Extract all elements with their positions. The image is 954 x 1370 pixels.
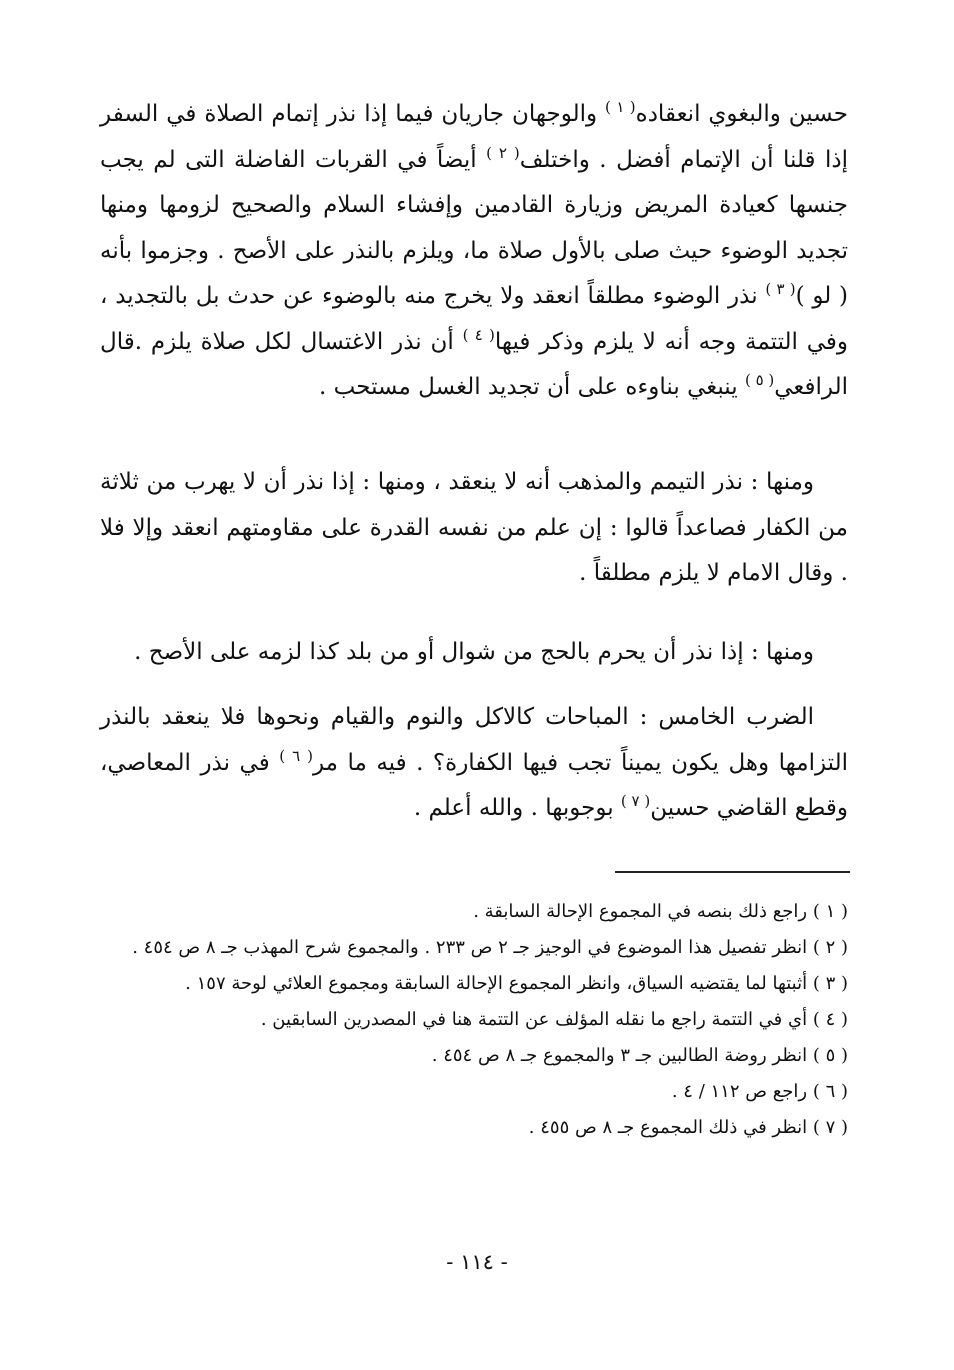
text-run: والوجهان جاريان فيما إذا نذر إتمام الصلاة في السفر إذا قلنا أن الإتمام أفضل . واختلف <box>100 101 848 173</box>
footnote-1: ( ١ ) راجع ذلك بنصه في المجموع الإحالة السابقة . <box>473 901 848 922</box>
text-run: ينبغي بناوءه على أن تجديد الغسل مستحب . <box>319 374 745 400</box>
paragraph-4 <box>100 695 848 832</box>
footnote-divider <box>615 871 850 873</box>
footnote-ref-7[interactable]: ( ٧ ) <box>620 792 651 810</box>
text-run: حسين والبغوي انعقاده <box>635 101 848 127</box>
footnote-ref-2[interactable]: ( ٢ ) <box>486 143 520 162</box>
text-run: الضرب الخامس : المباحات كالاكل والنوم والقيام ونحوها فلا ينعقد بالنذر التزامها وهل يكون يميناً تجب فيها الكفارة؟ . فيه ما مر <box>100 704 848 776</box>
footnote-7: ( ٧ ) انظر في ذلك المجموع جـ ٨ ص ٤٥٥ . <box>528 1117 848 1138</box>
footnote-5: ( ٥ ) انظر روضة الطالبين جـ ٣ والمجموع جـ ٨ ص ٤٥٤ . <box>431 1045 848 1066</box>
footnote-6: ( ٦ ) راجع ص ١١٢ / ٤ . <box>671 1081 848 1102</box>
footnote-ref-4[interactable]: ( ٤ ) <box>462 325 495 344</box>
footnote-3: ( ٣ ) أثبتها لما يقتضيه السياق، وانظر المجموع الإحالة السابقة ومجموع العلائي لوحة ١٥٧ . <box>185 973 848 994</box>
footnote-4: ( ٤ ) أي في التتمة راجع ما نقله المؤلف عن التتمة هنا في المصدرين السابقين . <box>260 1009 848 1030</box>
paragraph-1 <box>100 92 848 411</box>
footnote-ref-1[interactable]: ( ١ ) <box>605 98 636 116</box>
paragraph-3: ومنها : إذا نذر أن يحرم بالحج من شوال أو من بلد كذا لزمه على الأصح . <box>134 639 814 665</box>
text-run: في نذر المعاصي، وقطع القاضي حسين <box>100 749 848 821</box>
paragraph-2: ومنها : نذر التيمم والمذهب أنه لا ينعقد ، ومنها : إذا نذر أن لا يهرب من ثلاثة من الكفار فصاعداً قالوا : إن علم من نفسه القدرة على مقاومتهم انعقد وإلا فلا . وقال الامام لا يلزم مطلقاً . <box>100 469 848 586</box>
text-run: نذر الوضوء مطلقاً انعقد ولا يخرج منه بالوضوء عن حدث بل بالتجديد ، وفي التتمة وجه أنه لا يلزم وذكر فيها <box>100 283 849 355</box>
footnote-ref-3[interactable]: ( ٣ ) <box>765 280 796 298</box>
footnote-ref-5[interactable]: ( ٥ ) <box>744 371 775 389</box>
page-number: - ١١٤ - <box>446 1250 508 1274</box>
footnotes-section <box>100 897 848 1149</box>
footnote-2: ( ٢ ) انظر تفصيل هذا الموضوع في الوجيز جـ ٢ ص ٢٣٣ . والمجموع شرح المهذب جـ ٨ ص ٤٥٤ . <box>132 937 848 958</box>
text-run: بوجوبها . والله أعلم . <box>413 795 621 821</box>
footnote-ref-6[interactable]: ( ٦ ) <box>279 746 313 765</box>
text-run: أن نذر الاغتسال لكل صلاة يلزم .قال الرافعي <box>100 328 848 400</box>
text-run: أيضاً في القربات الفاضلة التى لم يجب جنسها كعيادة المريض وزيارة القادمين وإفشاء السلام والصحيح لزومها ومنها تجديد الوضوء حيث صلى بالأول صلاة ما، ويلزم بالنذر على الأصح . وجزموا بأنه ( لو ) <box>100 146 848 309</box>
